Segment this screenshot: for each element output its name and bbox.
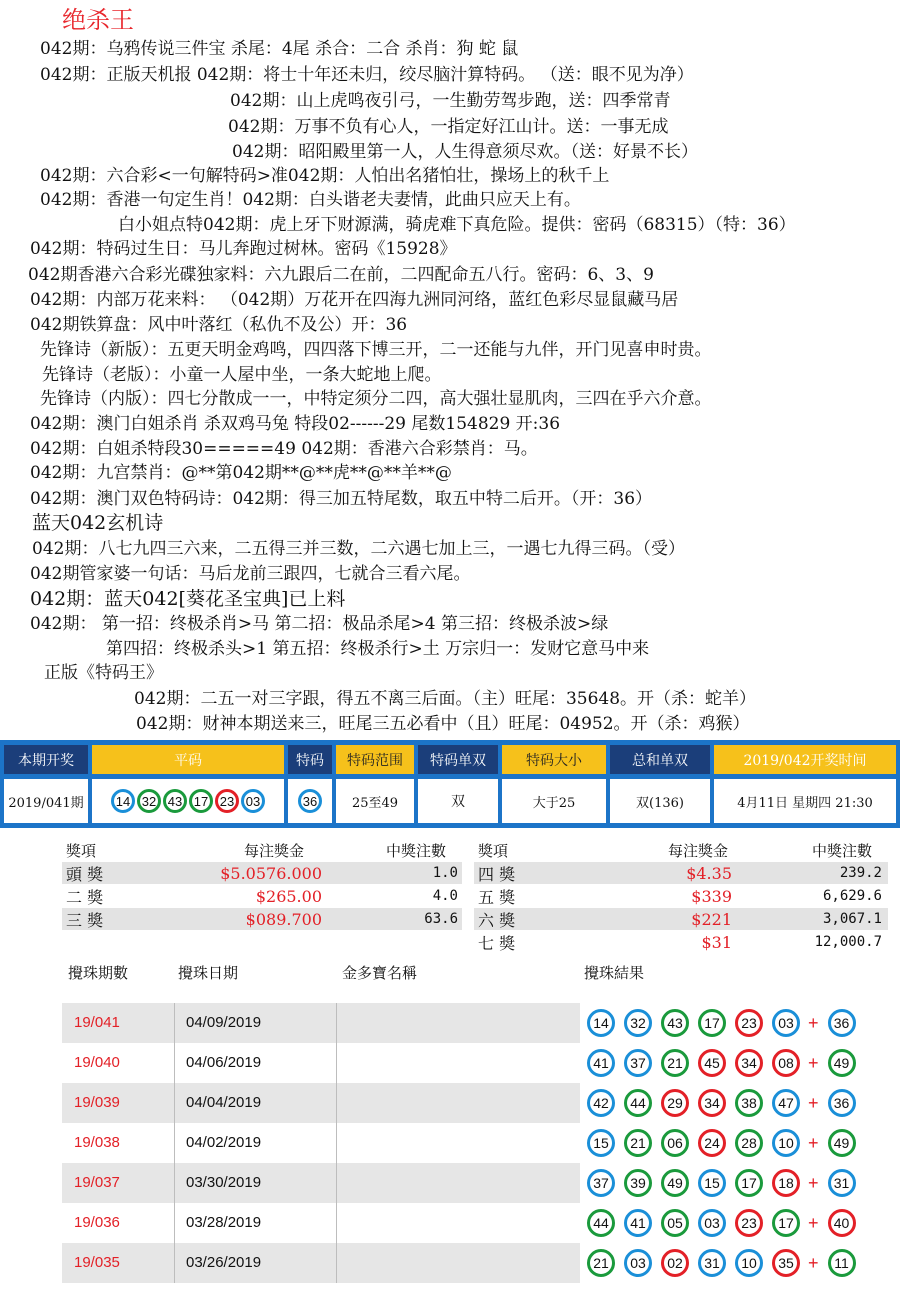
- lottery-ball: 49: [828, 1129, 856, 1157]
- history-row: [62, 1203, 888, 1243]
- history-date: 04/04/2019: [186, 1094, 262, 1111]
- prize-count: 63.6: [424, 911, 458, 927]
- column-divider: [336, 1243, 337, 1283]
- prize-name: 五 獎: [478, 887, 516, 907]
- lottery-ball: 49: [828, 1049, 856, 1077]
- header-sum-odd-even: 总和单双: [610, 745, 710, 774]
- lottery-ball: 21: [624, 1129, 652, 1157]
- prize-name: 七 獎: [478, 933, 516, 953]
- prize-amount: $339: [691, 886, 732, 906]
- page-title: 绝杀王: [62, 6, 134, 34]
- prediction-line: 042期：山上虎鸣夜引弓，一生勤劳驾步跑，送：四季常青: [230, 91, 671, 111]
- header-special-range: 特码范围: [336, 745, 414, 774]
- prize-count: 3,067.1: [822, 911, 882, 927]
- lottery-ball: 14: [587, 1009, 615, 1037]
- column-divider: [174, 1083, 175, 1123]
- prize-amount: $31: [701, 932, 732, 952]
- prize-header-name: 獎項: [66, 842, 97, 860]
- prediction-line: 042期管家婆一句话：马后龙前三跟四，七就合三看六尾。: [30, 564, 471, 584]
- history-row: [62, 1163, 888, 1203]
- prize-header-amount: 每注獎金: [244, 842, 305, 860]
- lottery-ball: 17: [735, 1169, 763, 1197]
- prize-count: 239.2: [839, 865, 882, 881]
- prediction-line: 第四招：终极杀头>1 第五招：终极杀行>土 万宗归一：发财它意马中来: [106, 639, 650, 659]
- lottery-ball: 41: [587, 1049, 615, 1077]
- prize-row: [62, 885, 462, 907]
- lottery-ball: 08: [772, 1049, 800, 1077]
- lottery-ball: 39: [624, 1169, 652, 1197]
- plus-sign: +: [808, 1052, 819, 1073]
- prediction-line: 042期：九宫禁肖：@**第042期**@**虎**@**羊**@: [30, 463, 452, 483]
- history-date: 04/02/2019: [186, 1134, 262, 1151]
- prize-count: 12,000.7: [814, 934, 882, 950]
- lottery-ball: 17: [772, 1209, 800, 1237]
- history-row: [62, 1083, 888, 1123]
- lottery-ball: 21: [661, 1049, 689, 1077]
- prize-amount: $265.00: [255, 886, 322, 906]
- history-row: [62, 1243, 888, 1283]
- column-divider: [174, 1163, 175, 1203]
- history-header-result: 攪珠結果: [584, 964, 645, 982]
- prediction-line: 先锋诗（老版）：小童一人屋中坐，一条大蛇地上爬。: [42, 365, 442, 385]
- prize-name: 頭 獎: [66, 864, 104, 884]
- header-next-draw-time: 2019/042开奖时间: [714, 745, 896, 774]
- prediction-line: 042期：内部万花来料： （042期）万花开在四海九洲同河络，蓝红色彩尽显鼠藏马居: [30, 290, 679, 310]
- lottery-ball: 37: [624, 1049, 652, 1077]
- column-divider: [336, 1083, 337, 1123]
- lottery-ball: 14: [111, 789, 135, 813]
- column-divider: [174, 1203, 175, 1243]
- prize-row: [474, 862, 888, 884]
- column-divider: [174, 1043, 175, 1083]
- prediction-line: 042期香港六合彩光碟独家料：六九跟后二在前，二四配命五八行。密码：6、3、9: [28, 265, 654, 285]
- column-divider: [336, 1123, 337, 1163]
- lottery-ball: 23: [215, 789, 239, 813]
- prediction-line: 042期：特码过生日：马儿奔跑过树林。密码《15928》: [30, 239, 457, 259]
- column-divider: [336, 1203, 337, 1243]
- lottery-ball: 17: [189, 789, 213, 813]
- special-range: 25至49: [336, 779, 414, 823]
- history-balls: [580, 1163, 888, 1203]
- lottery-ball: 44: [624, 1089, 652, 1117]
- lottery-ball: 18: [772, 1169, 800, 1197]
- history-date: 03/28/2019: [186, 1214, 262, 1231]
- history-period: 19/041: [74, 1014, 120, 1031]
- prediction-line: 042期：澳门白姐杀肖 杀双鸡马兔 特段02------29 尾数154829 开:36: [30, 414, 561, 434]
- lottery-ball: 36: [298, 789, 322, 813]
- header-regular-numbers: 平码: [92, 745, 284, 774]
- prize-header-count-right: 中獎注數: [812, 842, 873, 860]
- column-divider: [174, 1123, 175, 1163]
- lottery-ball: 32: [137, 789, 161, 813]
- history-date: 03/26/2019: [186, 1254, 262, 1271]
- prize-header-count: 中獎注數: [386, 842, 447, 860]
- next-draw-time: 4月11日 星期四 21:30: [714, 779, 896, 823]
- prediction-line: 042期： 第一招：终极杀肖>马 第二招：极品杀尾>4 第三招：终极杀波>绿: [30, 614, 609, 634]
- history-balls: [580, 1243, 888, 1283]
- lottery-ball: 24: [698, 1129, 726, 1157]
- lottery-ball: 03: [698, 1209, 726, 1237]
- header-special-odd-even: 特码单双: [418, 745, 498, 774]
- prize-count: 6,629.6: [822, 888, 882, 904]
- history-header-period: 攪珠期數: [68, 964, 129, 982]
- prize-name: 二 獎: [66, 887, 104, 907]
- prize-header-name-right: 獎項: [478, 842, 509, 860]
- prize-count: 1.0: [432, 865, 458, 881]
- special-size: 大于25: [502, 779, 606, 823]
- history-balls: [580, 1083, 888, 1123]
- lottery-ball: 43: [661, 1009, 689, 1037]
- history-balls: [580, 1123, 888, 1163]
- plus-sign: +: [808, 1212, 819, 1233]
- lottery-ball: 36: [828, 1089, 856, 1117]
- lottery-ball: 40: [828, 1209, 856, 1237]
- prize-count: 4.0: [432, 888, 458, 904]
- prize-row: [474, 885, 888, 907]
- lottery-ball: 31: [828, 1169, 856, 1197]
- lottery-ball: 06: [661, 1129, 689, 1157]
- prediction-line: 042期：正版天机报 042期：将士十年还未归，绞尽脑汁算特码。 （送：眼不见为净）: [40, 65, 694, 85]
- prize-name: 三 獎: [66, 910, 104, 930]
- lottery-ball: 03: [772, 1009, 800, 1037]
- prediction-line: 042期：蓝天042[葵花圣宝典]已上料: [30, 588, 346, 610]
- lottery-ball: 43: [163, 789, 187, 813]
- lottery-ball: 10: [772, 1129, 800, 1157]
- prediction-line: 042期：澳门双色特码诗：042期：得三加五特尾数，取五中特二后开。（开：36）: [30, 489, 653, 509]
- lottery-ball: 23: [735, 1009, 763, 1037]
- history-date: 03/30/2019: [186, 1174, 262, 1191]
- prediction-line: 蓝天042玄机诗: [32, 512, 164, 534]
- prize-row: [474, 931, 888, 953]
- prize-name: 四 獎: [478, 864, 516, 884]
- prize-amount: $4.35: [686, 863, 732, 883]
- header-special-size: 特码大小: [502, 745, 606, 774]
- prize-row: [474, 908, 888, 930]
- special-number: [288, 779, 332, 823]
- prediction-line: 042期铁算盘：风中叶落红（私仇不及公）开：36: [30, 315, 408, 335]
- lottery-ball: 44: [587, 1209, 615, 1237]
- lottery-ball: 41: [624, 1209, 652, 1237]
- lottery-ball: 34: [735, 1049, 763, 1077]
- lottery-ball: 35: [772, 1249, 800, 1277]
- lottery-ball: 21: [587, 1249, 615, 1277]
- prediction-line: 042期：香港一句定生肖！042期：白头谐老夫妻情，此曲只应天上有。: [40, 190, 581, 210]
- prediction-line: 042期：昭阳殿里第一人，人生得意须尽欢。（送：好景不长）: [232, 142, 698, 162]
- lottery-ball: 37: [587, 1169, 615, 1197]
- prize-name: 六 獎: [478, 910, 516, 930]
- lottery-ball: 47: [772, 1089, 800, 1117]
- prize-amount: $5.0576.000: [220, 863, 322, 883]
- lottery-ball: 34: [698, 1089, 726, 1117]
- prediction-line: 042期：乌鸦传说三件宝 杀尾：4尾 杀合：二合 杀肖：狗 蛇 鼠: [40, 39, 519, 59]
- lottery-ball: 38: [735, 1089, 763, 1117]
- history-period: 19/039: [74, 1094, 120, 1111]
- prediction-line: 042期：八七九四三六来，二五得三并三数，二六遇七加上三，一遇七九得三码。（受）: [32, 539, 685, 559]
- prize-row: [62, 908, 462, 930]
- history-row: [62, 1123, 888, 1163]
- history-date: 04/06/2019: [186, 1054, 262, 1071]
- lottery-ball: 05: [661, 1209, 689, 1237]
- lottery-ball: 23: [735, 1209, 763, 1237]
- lottery-ball: 11: [828, 1249, 856, 1277]
- plus-sign: +: [808, 1252, 819, 1273]
- lottery-ball: 03: [624, 1249, 652, 1277]
- lottery-ball: 10: [735, 1249, 763, 1277]
- column-divider: [336, 1003, 337, 1043]
- prize-amount: $221: [691, 909, 732, 929]
- lottery-ball: 31: [698, 1249, 726, 1277]
- prize-header-amount-right: 每注獎金: [668, 842, 729, 860]
- lottery-ball: 15: [698, 1169, 726, 1197]
- prediction-line: 042期：白姐杀特段30=====49 042期：香港六合彩禁肖：马。: [30, 439, 538, 459]
- prediction-line: 白小姐点特042期：虎上牙下财源满，骑虎难下真危险。提供：密码（68315）（特：36）: [118, 215, 796, 235]
- plus-sign: +: [808, 1092, 819, 1113]
- plus-sign: +: [808, 1172, 819, 1193]
- column-divider: [174, 1243, 175, 1283]
- plus-sign: +: [808, 1132, 819, 1153]
- lottery-ball: 15: [587, 1129, 615, 1157]
- prize-amount: $089.700: [245, 909, 322, 929]
- header-special-number: 特码: [288, 745, 332, 774]
- header-current-draw: 本期开奖: [4, 745, 88, 774]
- draw-result-table: [0, 740, 900, 828]
- prize-row: [62, 862, 462, 884]
- lottery-ball: 03: [241, 789, 265, 813]
- history-balls: [580, 1003, 888, 1043]
- sum-odd-even: 双(136): [610, 779, 710, 823]
- prediction-line: 042期：万事不负有心人，一指定好江山计。送：一事无成: [228, 117, 669, 137]
- column-divider: [174, 1003, 175, 1043]
- history-period: 19/037: [74, 1174, 120, 1191]
- column-divider: [336, 1163, 337, 1203]
- history-row: [62, 1043, 888, 1083]
- history-header-date: 攪珠日期: [178, 964, 239, 982]
- plus-sign: +: [808, 1012, 819, 1033]
- history-balls: [580, 1203, 888, 1243]
- history-date: 04/09/2019: [186, 1014, 262, 1031]
- prediction-line: 先锋诗（内版）：四七分散成一一，中特定须分二四，高大强壮显肌肉，三四在乎六介意。: [40, 389, 712, 409]
- history-header-name: 金多寶名稱: [342, 964, 418, 982]
- lottery-ball: 29: [661, 1089, 689, 1117]
- lottery-ball: 45: [698, 1049, 726, 1077]
- lottery-ball: 36: [828, 1009, 856, 1037]
- column-divider: [336, 1043, 337, 1083]
- lottery-ball: 02: [661, 1249, 689, 1277]
- history-balls: [580, 1043, 888, 1083]
- history-period: 19/035: [74, 1254, 120, 1271]
- lottery-ball: 49: [661, 1169, 689, 1197]
- prediction-line: 042期：财神本期送来三，旺尾三五必看中（且）旺尾：04952。开（杀：鸡猴）: [136, 714, 750, 734]
- lottery-ball: 32: [624, 1009, 652, 1037]
- special-odd-even: 双: [418, 779, 498, 823]
- prediction-line: 正版《特码王》: [44, 663, 163, 683]
- prediction-line: 042期：二五一对三字跟，得五不离三后面。（主）旺尾：35648。开（杀：蛇羊）: [134, 689, 757, 709]
- lottery-ball: 28: [735, 1129, 763, 1157]
- history-period: 19/036: [74, 1214, 120, 1231]
- history-period: 19/038: [74, 1134, 120, 1151]
- prediction-line: 042期：六合彩<一句解特码>准042期：人怕出名猪怕壮，操场上的秋千上: [40, 166, 610, 186]
- history-row: [62, 1003, 888, 1043]
- prediction-line: 先锋诗（新版）：五更天明金鸡鸣，四四落下博三开，二一还能与九伴，开门见喜申时贵。: [40, 340, 712, 360]
- history-period: 19/040: [74, 1054, 120, 1071]
- lottery-ball: 17: [698, 1009, 726, 1037]
- regular-numbers: [92, 779, 284, 823]
- lottery-ball: 42: [587, 1089, 615, 1117]
- draw-period: 2019/041期: [4, 779, 88, 823]
